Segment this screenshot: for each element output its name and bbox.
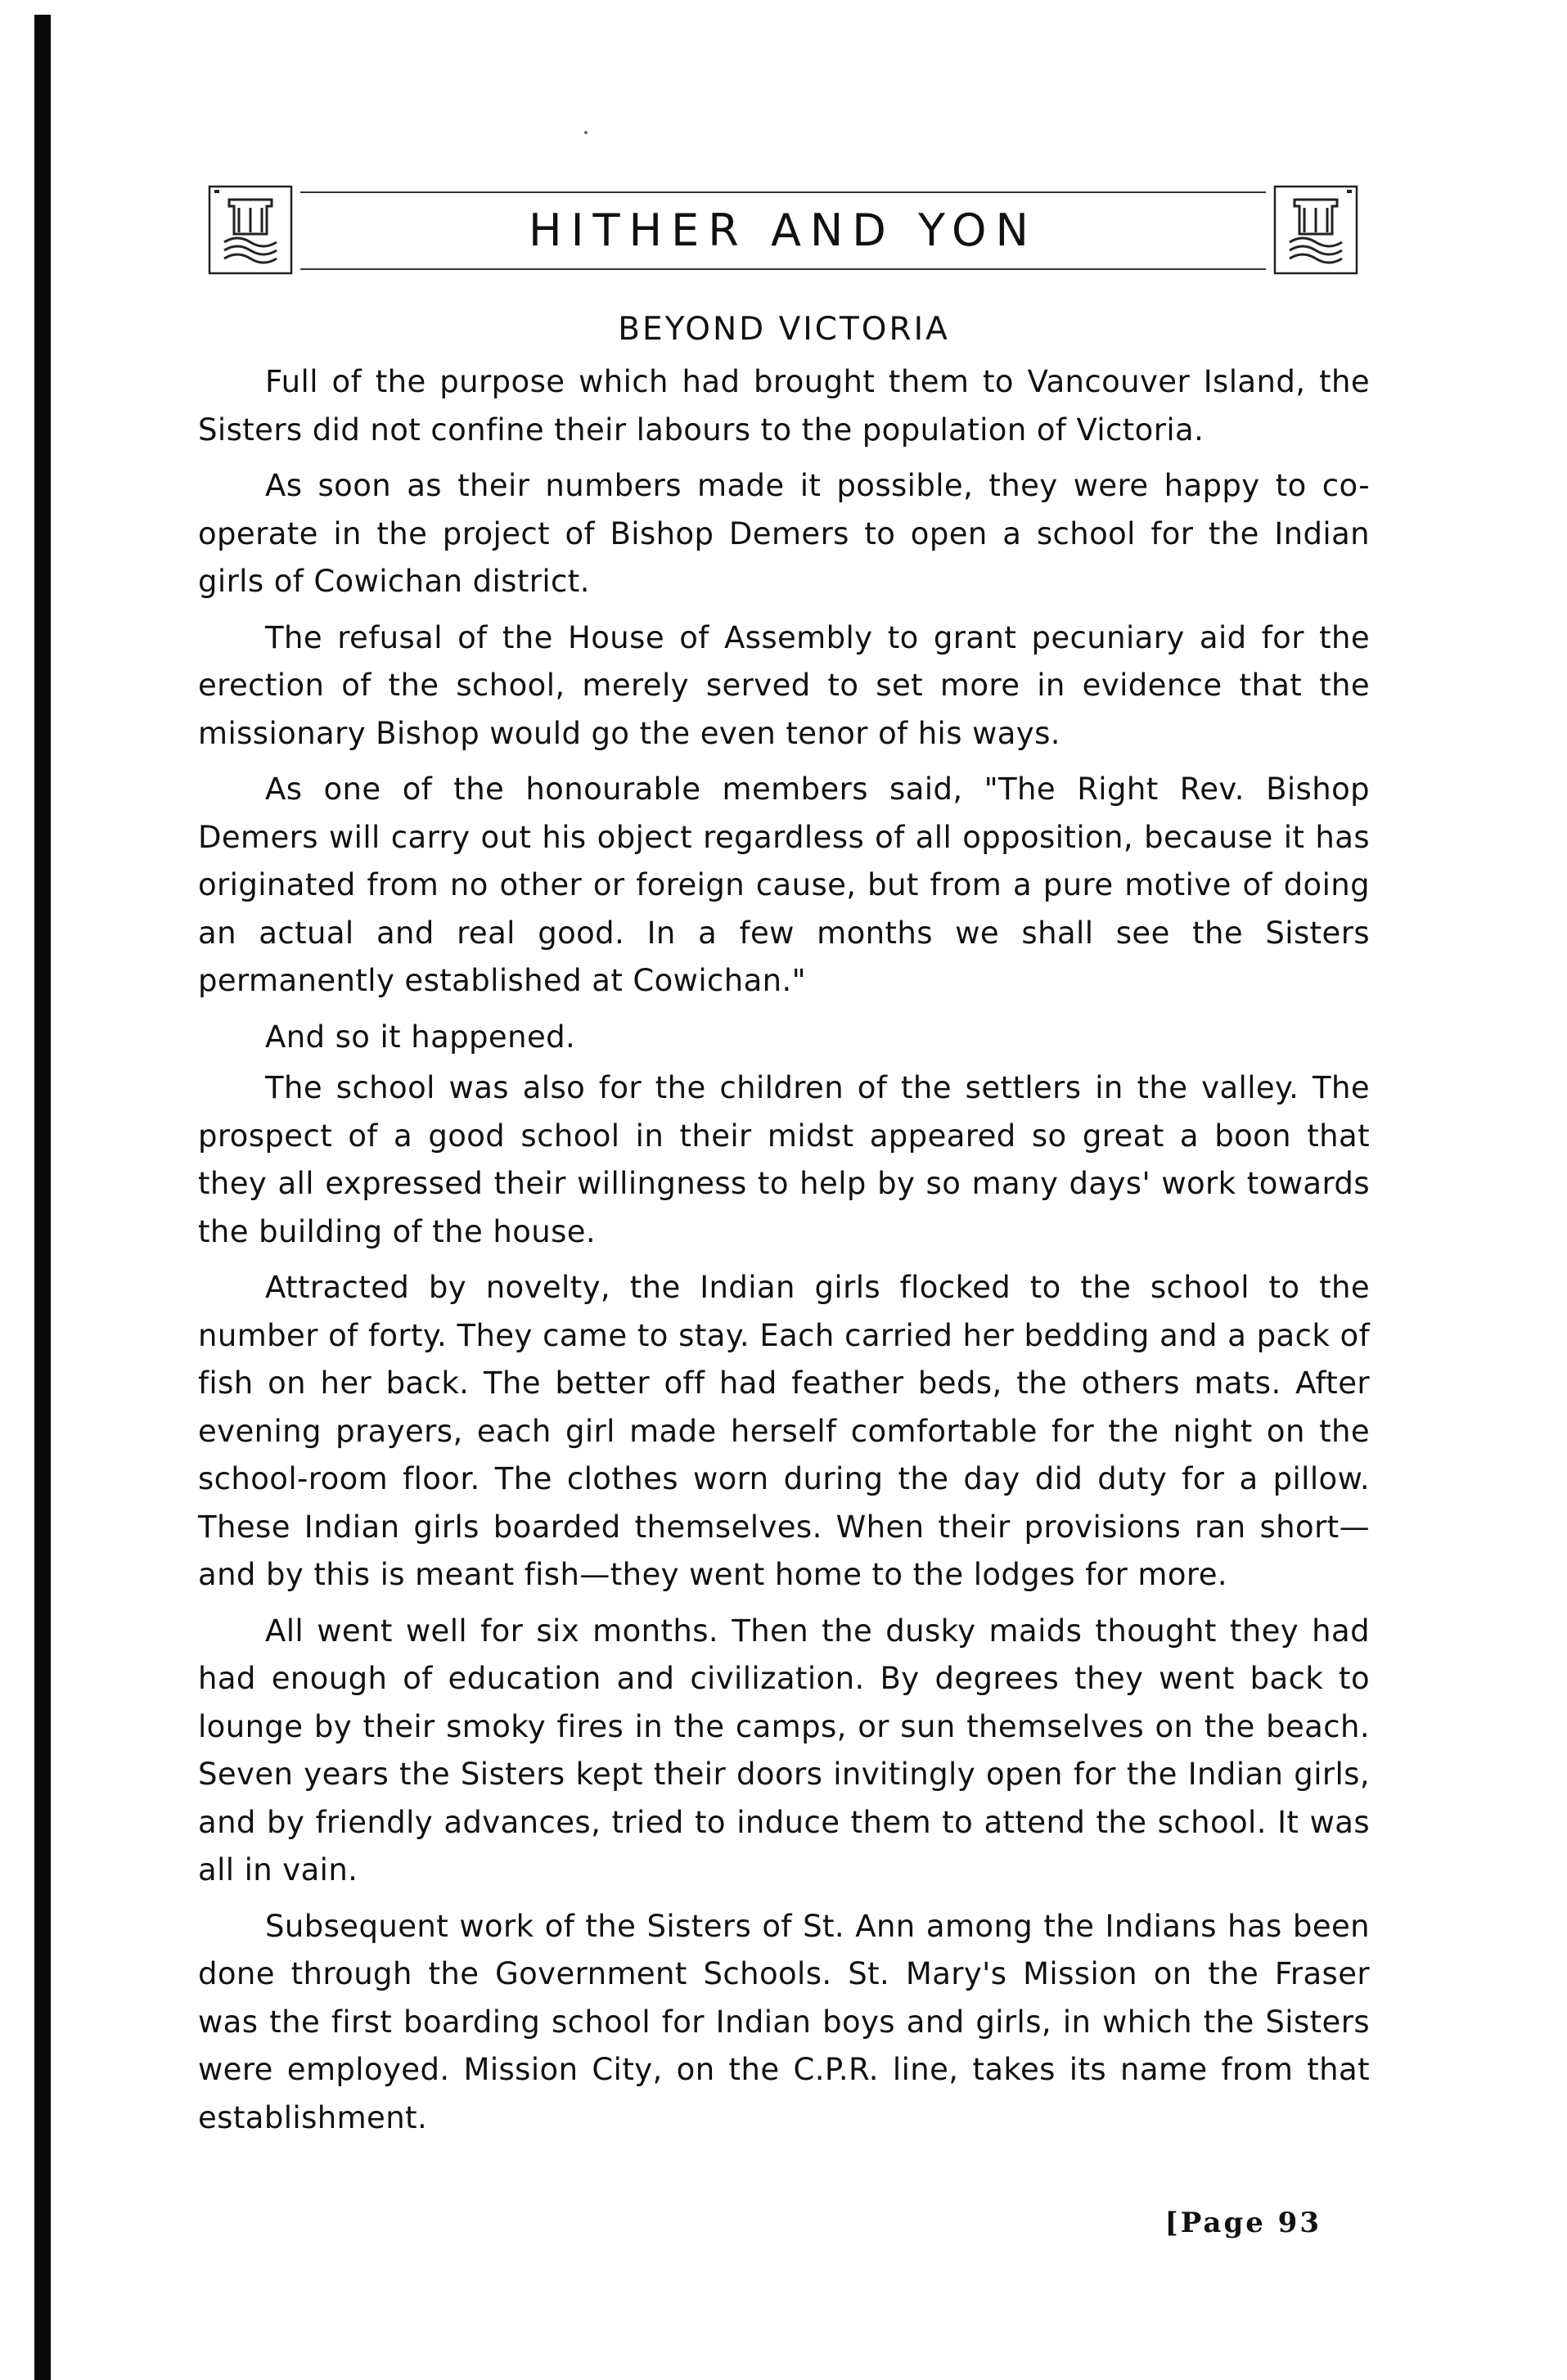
chalice-ornament-icon [1272,182,1360,278]
binding-edge [34,15,51,2380]
paragraph: And so it happened. [265,1019,576,1055]
header-rule-bottom [300,268,1266,270]
page-number: [Page 93 [1164,2207,1322,2239]
paragraph: All went well for six months. Then the dusky maids thought they had had enough of education and civilization. By degrees they went back to lounge by their smoky fires in the camps, or sun themselves on the beach. Seven years the Sisters kept their doors invitingly open for the Indian girls, and by friendly advances, tried to induce them to attend the school. It was all in vain. [198,1613,1370,1887]
chalice-ornament-icon [206,182,295,278]
scan-speck [584,131,588,134]
paragraph: Full of the purpose which had brought them to Vancouver Island, the Sisters did not confine their labours to the population of Victoria. [198,364,1370,448]
paragraph: Subsequent work of the Sisters of St. Ann among the Indians has been done through the Government Schools. St. Mary's Mission on the Fraser was the first boarding school for Indian boys and girls, in which the Sisters were employed. Mission City, on the C.P.R. line, takes its name from that establishment. [198,1908,1370,2135]
paragraph: The refusal of the House of Assembly to grant pecuniary aid for the erection of the school, merely served to set more in evidence that the missionary Bishop would go the even tenor of his ways. [198,619,1370,751]
paragraph: Attracted by novelty, the Indian girls flocked to the school to the number of forty. They came to stay. Each carried her bedding and a pack of fish on her back. The better off had feather beds, the others mats. After evening prayers, each girl made herself comfortable for the night on the school-room floor. The clothes worn during the day did duty for a pillow. These Indian girls boarded themselves. When their provisions ran short—and by this is meant fish—they went home to the lodges for more. [198,1270,1370,1592]
page-header [206,182,1360,278]
paragraph: As one of the honourable members said, "The Right Rev. Bishop Demers will carry out his object regardless of all opposition, because it has originated from no other or foreign cause, but from a pure motive of doing an actual and real good. In a few months we shall see the Sisters permanently established at Cowichan." [198,772,1370,998]
paragraph: The school was also for the children of the settlers in the valley. The prospect of a good school in their midst appeared so great a boon that they all expressed their willingness to help by so many days' work towards the building of the house. [198,1070,1370,1249]
header-rule-top [300,191,1266,193]
body-text [198,358,1370,2150]
page-running-title: HITHER AND YON [529,205,1038,256]
paragraph: As soon as their numbers made it possible, they were happy to co-operate in the project of Bishop Demers to open a school for the Indian girls of Cowichan district. [198,468,1370,599]
section-title: BEYOND VICTORIA [618,311,950,348]
